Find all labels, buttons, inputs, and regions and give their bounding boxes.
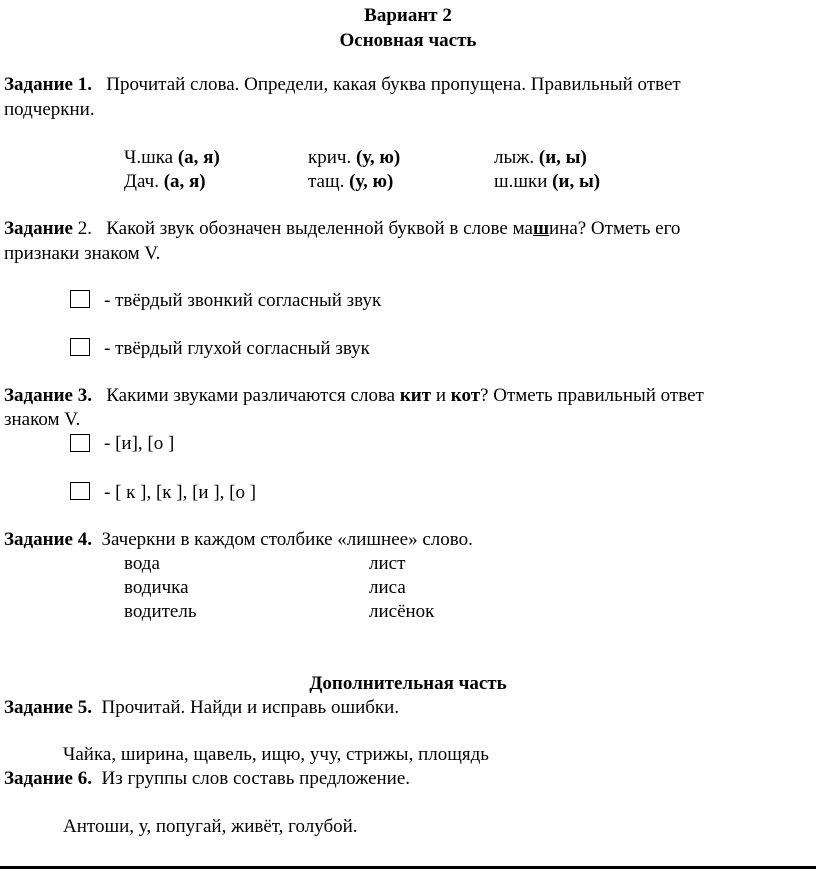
task1-word: ш.шки (и, ы) — [494, 171, 601, 192]
task1-word: тащ. (у, ю) — [308, 171, 394, 192]
task2-checkbox-1[interactable] — [70, 290, 90, 308]
task5-content: Чайка, ширина, щавель, ищю, учу, стрижы, площядь — [63, 744, 489, 765]
task6-label: Задание 6. — [4, 768, 92, 789]
task3-option-2: - [ к ], [к ], [и ], [о ] — [104, 482, 257, 503]
task5-line: Задание 5. Прочитай. Найди и исправь ошибки. — [4, 697, 400, 718]
variant-title: Вариант 2 — [364, 5, 452, 26]
task6-line: Задание 6. Из группы слов составь предложение. — [4, 768, 411, 789]
task2-label: Задание — [4, 218, 73, 239]
bottom-divider — [0, 866, 816, 869]
task1-word: лыж. (и, ы) — [494, 147, 587, 168]
task6-content: Антоши, у, попугай, живёт, голубой. — [63, 816, 358, 837]
task2-line1: Задание 2. Какой звук обозначен выделенной буквой в слове машина? Отметь его — [4, 218, 681, 239]
task5-label: Задание 5. — [4, 697, 92, 718]
task1-text: Прочитай слова. Определи, какая буква пропущена. Правильный ответ — [106, 74, 681, 95]
task3-line2: знаком V. — [4, 409, 81, 430]
task3-line1: Задание 3. Какими звуками различаются слова кит и кот? Отметь правильный ответ — [4, 385, 704, 406]
highlighted-letter: ш — [532, 218, 549, 239]
task1-line1 — [4, 75, 681, 94]
task1-word: Ч.шка (а, я) — [124, 147, 220, 168]
task3-label: Задание 3. — [4, 385, 92, 406]
task4-word: вода — [124, 553, 160, 574]
main-part-title: Основная часть — [339, 30, 477, 51]
extra-part-title: Дополнительная часть — [309, 673, 507, 694]
task4-word: лиса — [369, 577, 406, 598]
task4-line: Задание 4. Зачеркни в каждом столбике «лишнее» слово. — [4, 529, 473, 550]
task2-option-1: - твёрдый звонкий согласный звук — [104, 290, 382, 311]
task1-label: Задание 1. — [4, 74, 92, 95]
task2-checkbox-2[interactable] — [70, 338, 90, 356]
task2-line2: признаки знаком V. — [4, 243, 161, 264]
task4-word: лисёнок — [369, 601, 435, 622]
task1-line2: подчеркни. — [4, 99, 95, 120]
task3-checkbox-2[interactable] — [70, 482, 90, 500]
task3-checkbox-1[interactable] — [70, 434, 90, 452]
task4-word: водитель — [124, 601, 197, 622]
task3-option-1: - [и], [о ] — [104, 433, 175, 454]
task4-word: лист — [369, 553, 406, 574]
task1-word: крич. (у, ю) — [308, 147, 401, 168]
task4-label: Задание 4. — [4, 529, 92, 550]
task2-option-2: - твёрдый глухой согласный звук — [104, 338, 370, 359]
task4-word: водичка — [124, 577, 189, 598]
task1-word: Дач. (а, я) — [124, 171, 206, 192]
